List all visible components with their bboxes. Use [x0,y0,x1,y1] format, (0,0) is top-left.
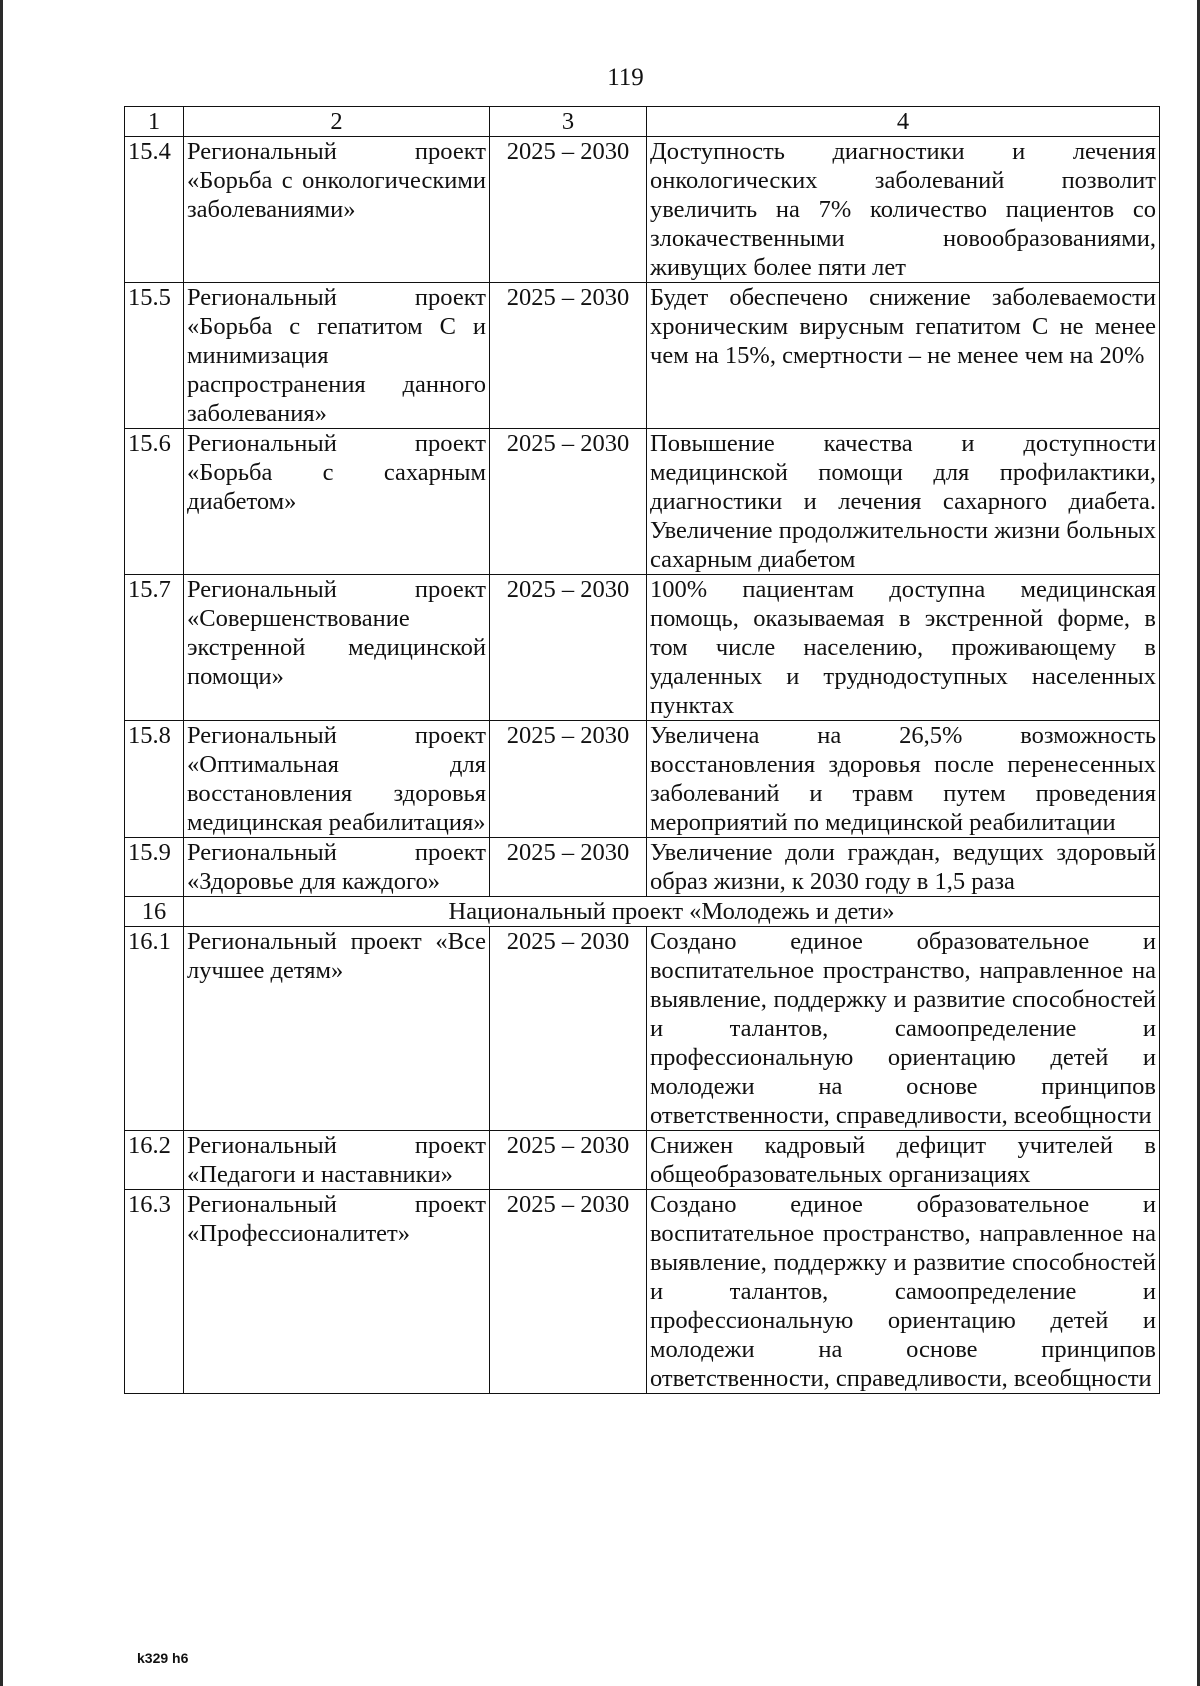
column-header-4: 4 [647,107,1160,137]
row-number: 15.9 [125,838,184,897]
table-row [125,1190,1160,1394]
scan-edge-left [0,0,3,1686]
project-name: Региональный проект «Все лучшее детям» [184,927,490,1131]
row-number: 16.1 [125,927,184,1131]
project-result: 100% пациентам доступна медицинская помощь, оказываемая в экстренной форме, в том числе населению, проживающему в удаленных и труднодоступных населенных пунктах [647,575,1160,721]
table-row [125,1131,1160,1190]
column-header-2: 2 [184,107,490,137]
document-code: k329 h6 [137,1650,189,1666]
project-name: Региональный проект «Оптимальная для восстановления здоровья медицинская реабилитация» [184,721,490,838]
project-period: 2025 – 2030 [490,575,647,721]
column-header-1: 1 [125,107,184,137]
row-number: 16.3 [125,1190,184,1394]
table-row [125,927,1160,1131]
table-row [125,283,1160,429]
row-number: 15.8 [125,721,184,838]
project-period: 2025 – 2030 [490,137,647,283]
section-number: 16 [125,897,184,927]
table-header-row [125,107,1160,137]
project-period: 2025 – 2030 [490,1190,647,1394]
column-header-3: 3 [490,107,647,137]
project-period: 2025 – 2030 [490,927,647,1131]
projects-table [124,106,1160,1394]
project-result: Доступность диагностики и лечения онкологических заболеваний позволит увеличить на 7% количество пациентов со злокачественными новообразованиями, живущих более пяти лет [647,137,1160,283]
row-number: 15.7 [125,575,184,721]
project-name: Региональный проект «Совершенствование экстренной медицинской помощи» [184,575,490,721]
project-period: 2025 – 2030 [490,283,647,429]
project-name: Региональный проект «Борьба с гепатитом С и минимизация распространения данного заболевания» [184,283,490,429]
project-period: 2025 – 2030 [490,838,647,897]
project-name: Региональный проект «Здоровье для каждого» [184,838,490,897]
project-period: 2025 – 2030 [490,721,647,838]
section-title: Национальный проект «Молодежь и дети» [184,897,1160,927]
table-row [125,721,1160,838]
project-result: Снижен кадровый дефицит учителей в общеобразовательных организациях [647,1131,1160,1190]
row-number: 15.5 [125,283,184,429]
project-result: Увеличена на 26,5% возможность восстановления здоровья после перенесенных заболеваний и травм путем проведения мероприятий по медицинской реабилитации [647,721,1160,838]
row-number: 15.4 [125,137,184,283]
project-period: 2025 – 2030 [490,429,647,575]
project-name: Региональный проект «Борьба с онкологическими заболеваниями» [184,137,490,283]
project-result: Создано единое образовательное и воспитательное пространство, направленное на выявление, поддержку и развитие способностей и талантов, самоопределение и профессиональную ориентацию детей и молодежи на основе принципов ответственности, справедливости, всеобщности [647,1190,1160,1394]
project-period: 2025 – 2030 [490,1131,647,1190]
project-result: Будет обеспечено снижение заболеваемости хроническим вирусным гепатитом С не менее чем на 15%, смертности – не менее чем на 20% [647,283,1160,429]
project-name: Региональный проект «Борьба с сахарным диабетом» [184,429,490,575]
page-number: 119 [607,64,644,91]
section-row [125,897,1160,927]
table-row [125,575,1160,721]
row-number: 15.6 [125,429,184,575]
project-name: Региональный проект «Профессионалитет» [184,1190,490,1394]
row-number: 16.2 [125,1131,184,1190]
project-result: Создано единое образовательное и воспитательное пространство, направленное на выявление, поддержку и развитие способностей и талантов, самоопределение и профессиональную ориентацию детей и молодежи на основе принципов ответственности, справедливости, всеобщности [647,927,1160,1131]
project-name: Региональный проект «Педагоги и наставники» [184,1131,490,1190]
table-row [125,429,1160,575]
project-result: Повышение качества и доступности медицинской помощи для профилактики, диагностики и лечения сахарного диабета. Увеличение продолжительности жизни больных сахарным диабетом [647,429,1160,575]
table-row [125,838,1160,897]
project-result: Увеличение доли граждан, ведущих здоровый образ жизни, к 2030 году в 1,5 раза [647,838,1160,897]
table-row [125,137,1160,283]
